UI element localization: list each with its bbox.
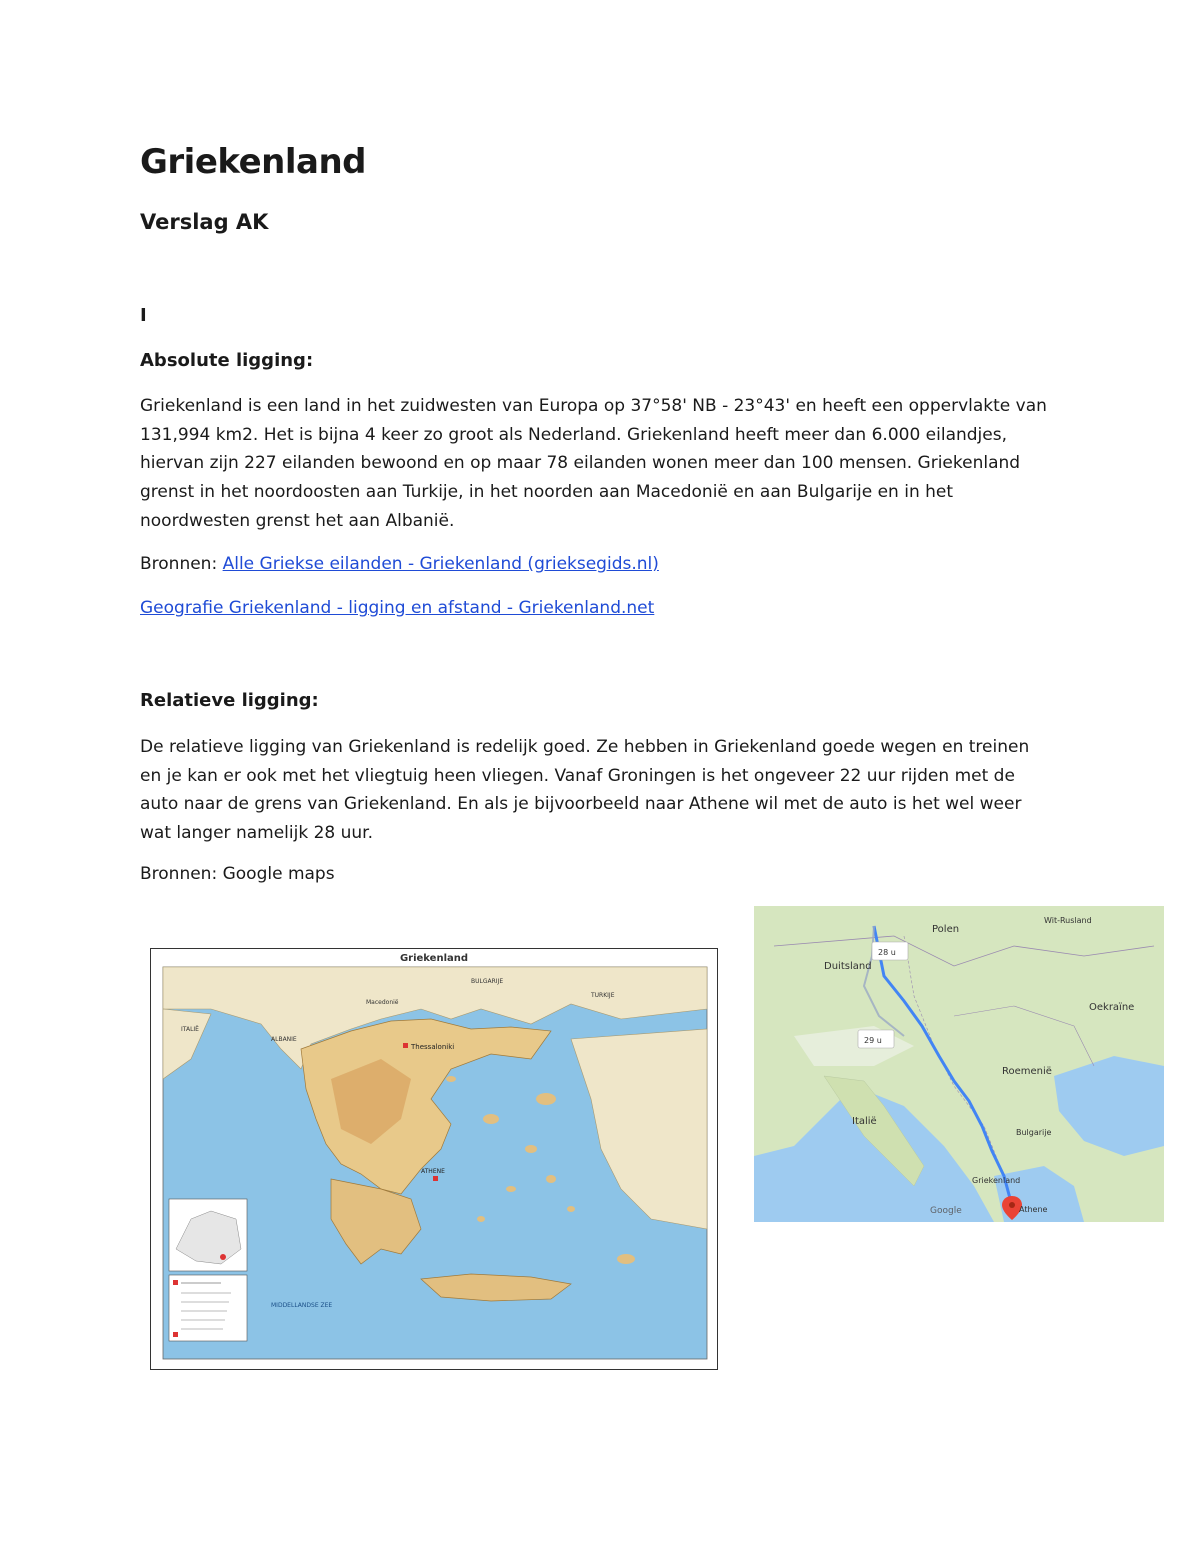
gm-label-poland: Polen <box>932 924 960 935</box>
paragraph-relatieve-ligging <box>140 733 1070 848</box>
gm-label-greece: Griekenland <box>972 1176 1021 1185</box>
sources-line-1 <box>140 554 659 574</box>
gm-label-belarus: Wit-Rusland <box>1044 916 1092 925</box>
gm-label-bulgaria: Bulgarije <box>1016 1128 1052 1137</box>
gm-label-italy: Italië <box>852 1116 877 1127</box>
greece-map-graphic <box>151 949 717 1369</box>
sources-google-maps: Bronnen: Google maps <box>140 864 335 884</box>
athens-marker <box>433 1176 438 1181</box>
paragraph-line: wat langer namelijk 28 uur. <box>140 823 373 844</box>
source-link-grieksegids[interactable]: Alle Griekse eilanden - Griekenland (grieksegids.nl) <box>222 554 659 574</box>
label-macedonia: Macedonië <box>366 999 399 1006</box>
label-italy: ITALIË <box>181 1026 199 1033</box>
route-time-1: 28 u <box>878 948 896 957</box>
greece-map-title: Griekenland <box>399 953 469 964</box>
gm-label-romania: Roemenië <box>1002 1066 1052 1077</box>
source-link-griekenland-net[interactable]: Geografie Griekenland - ligging en afstand - Griekenland.net <box>140 598 655 618</box>
sources-label: Bronnen: <box>140 554 223 574</box>
paragraph-line: De relatieve ligging van Griekenland is redelijk goed. Ze hebben in Griekenland goede wegen en treinen <box>140 737 1030 757</box>
label-thessaloniki: Thessaloniki <box>411 1043 455 1051</box>
label-athens: ATHENE <box>421 1168 445 1175</box>
paragraph-line: en je kan er ook met het vliegtuig heen vliegen. Vanaf Groningen is het ongeveer 22 uur rijden met de <box>140 765 1015 786</box>
heading-absolute-ligging: Absolute ligging: <box>140 350 314 371</box>
gm-label-germany: Duitsland <box>824 961 872 972</box>
paragraph-line: hiervan zijn 227 eilanden bewoond en op maar 78 eilanden wonen meer dan 100 mensen. Griekenland <box>140 453 1021 474</box>
paragraph-line: grenst in het noordoosten aan Turkije, in het noorden aan Macedonië en aan Bulgarije en in het <box>140 482 954 503</box>
document-subtitle: Verslag AK <box>140 210 269 234</box>
google-map-graphic <box>754 906 1164 1222</box>
greece-map-image <box>150 948 718 1370</box>
gm-label-athens: Athene <box>1019 1205 1048 1214</box>
heading-relatieve-ligging: Relatieve ligging: <box>140 690 319 711</box>
paragraph-line: Griekenland is een land in het zuidwesten van Europa op 37°58' NB - 23°43' en heeft een oppervlakte van <box>140 396 1047 416</box>
text-cursor-line[interactable]: I <box>140 305 147 326</box>
document-title: Griekenland <box>140 142 366 182</box>
paragraph-line: noordwesten grenst het aan Albanië. <box>140 510 455 531</box>
thessaloniki-marker <box>403 1043 408 1048</box>
sources-line-2 <box>140 598 654 618</box>
google-maps-image <box>754 906 1164 1222</box>
paragraph-absolute-ligging <box>140 392 1070 536</box>
label-albania: ALBANIE <box>271 1036 297 1043</box>
label-turkey: TURKIJE <box>591 992 615 999</box>
route-time-2: 29 u <box>864 1036 882 1045</box>
gm-label-ukraine: Oekraïne <box>1089 1002 1135 1013</box>
label-bulgaria: BULGARIJE <box>471 978 504 985</box>
paragraph-line: 131,994 km2. Het is bijna 4 keer zo groot als Nederland. Griekenland heeft meer dan 6.000 eilandjes, <box>140 424 1007 445</box>
label-sea: MIDDELLANDSE ZEE <box>271 1302 333 1309</box>
paragraph-line: auto naar de grens van Griekenland. En als je bijvoorbeeld naar Athene wil met de auto is het wel weer <box>140 794 1022 815</box>
google-logo: Google <box>930 1206 962 1216</box>
